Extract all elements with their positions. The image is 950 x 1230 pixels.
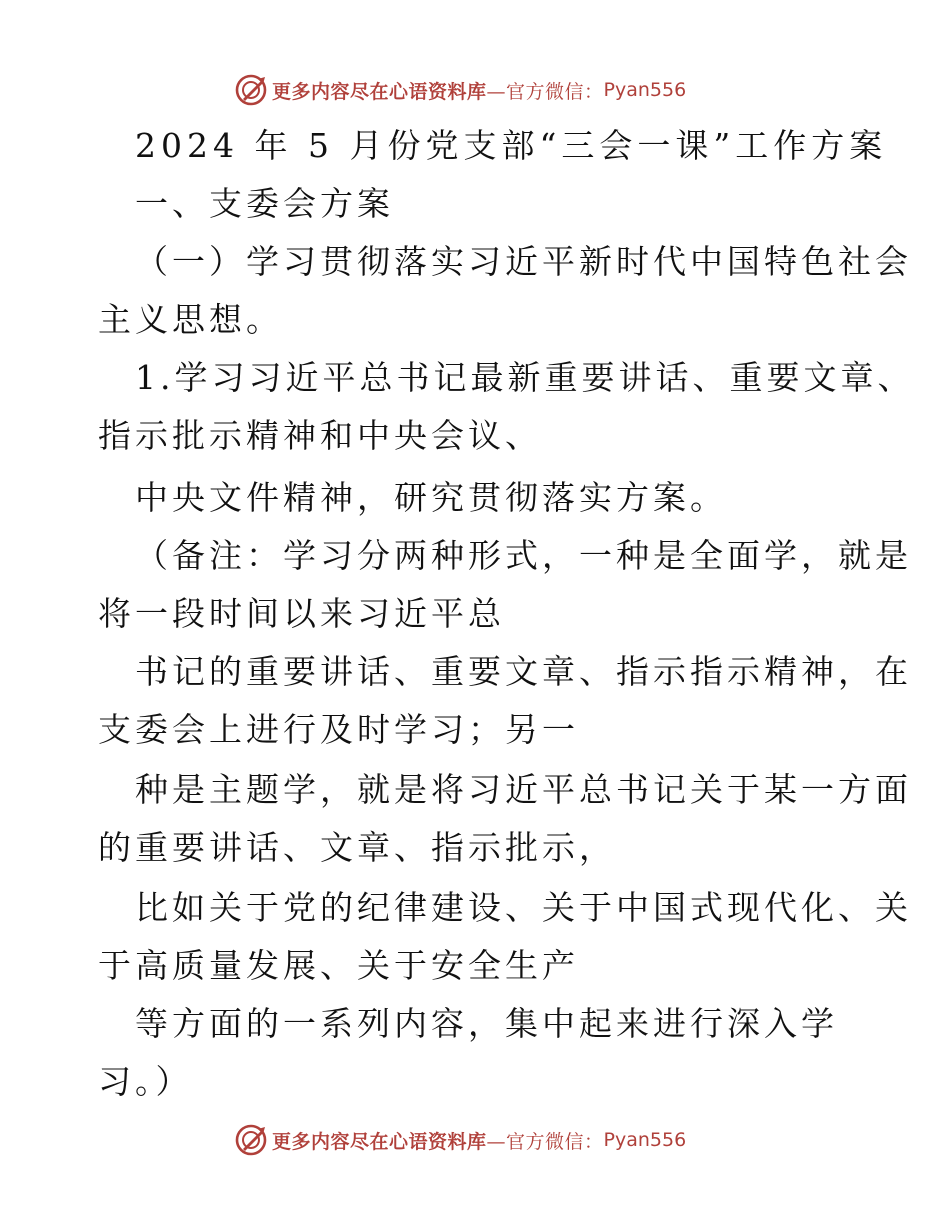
- logo-icon: [234, 1123, 268, 1157]
- paragraph-line: 于高质量发展、关于安全生产: [98, 946, 579, 985]
- paragraph-line: 主义思想。: [98, 300, 283, 339]
- header-watermark: [234, 73, 686, 107]
- paragraph-line: 种是主题学，就是将习近平总书记关于某一方面: [135, 770, 912, 809]
- paragraph-line: 等方面的一系列内容，集中起来进行深入学: [135, 1004, 838, 1043]
- watermark-wechat-label: —官方微信：: [486, 80, 604, 103]
- paragraph-line: 中央文件精神，研究贯彻落实方案。: [135, 478, 727, 517]
- logo-icon: [234, 73, 268, 107]
- paragraph-line: 习。）: [98, 1062, 193, 1101]
- paragraph-line: （备注：学习分两种形式，一种是全面学，就是: [135, 536, 912, 575]
- watermark-main-text: 更多内容尽在心语资料库: [272, 80, 487, 103]
- watermark-wechat-label: —官方微信：: [486, 1130, 604, 1153]
- watermark-main-text: 更多内容尽在心语资料库: [272, 1130, 487, 1153]
- paragraph-line: 比如关于党的纪律建设、关于中国式现代化、关: [135, 888, 912, 927]
- watermark-wechat-id: Pyan556: [603, 79, 687, 101]
- paragraph-line: 支委会上进行及时学习；另一: [98, 710, 579, 749]
- watermark-wechat-id: Pyan556: [603, 1129, 687, 1151]
- paragraph-line: 将一段时间以来习近平总: [98, 594, 505, 633]
- document-title: 2024 年 5 月份党支部“三会一课”工作方案: [135, 126, 888, 165]
- paragraph-line: 的重要讲话、文章、指示批示，: [98, 828, 616, 867]
- section-heading: 一、支委会方案: [135, 184, 394, 223]
- footer-watermark: [234, 1123, 686, 1157]
- paragraph-line: 书记的重要讲话、重要文章、指示指示精神，在: [135, 652, 912, 691]
- paragraph-line: 指示批示精神和中央会议、: [98, 416, 542, 455]
- paragraph-line: 1.学习习近平总书记最新重要讲话、重要文章、: [135, 358, 915, 397]
- subsection-heading: （一）学习贯彻落实习近平新时代中国特色社会: [135, 242, 912, 281]
